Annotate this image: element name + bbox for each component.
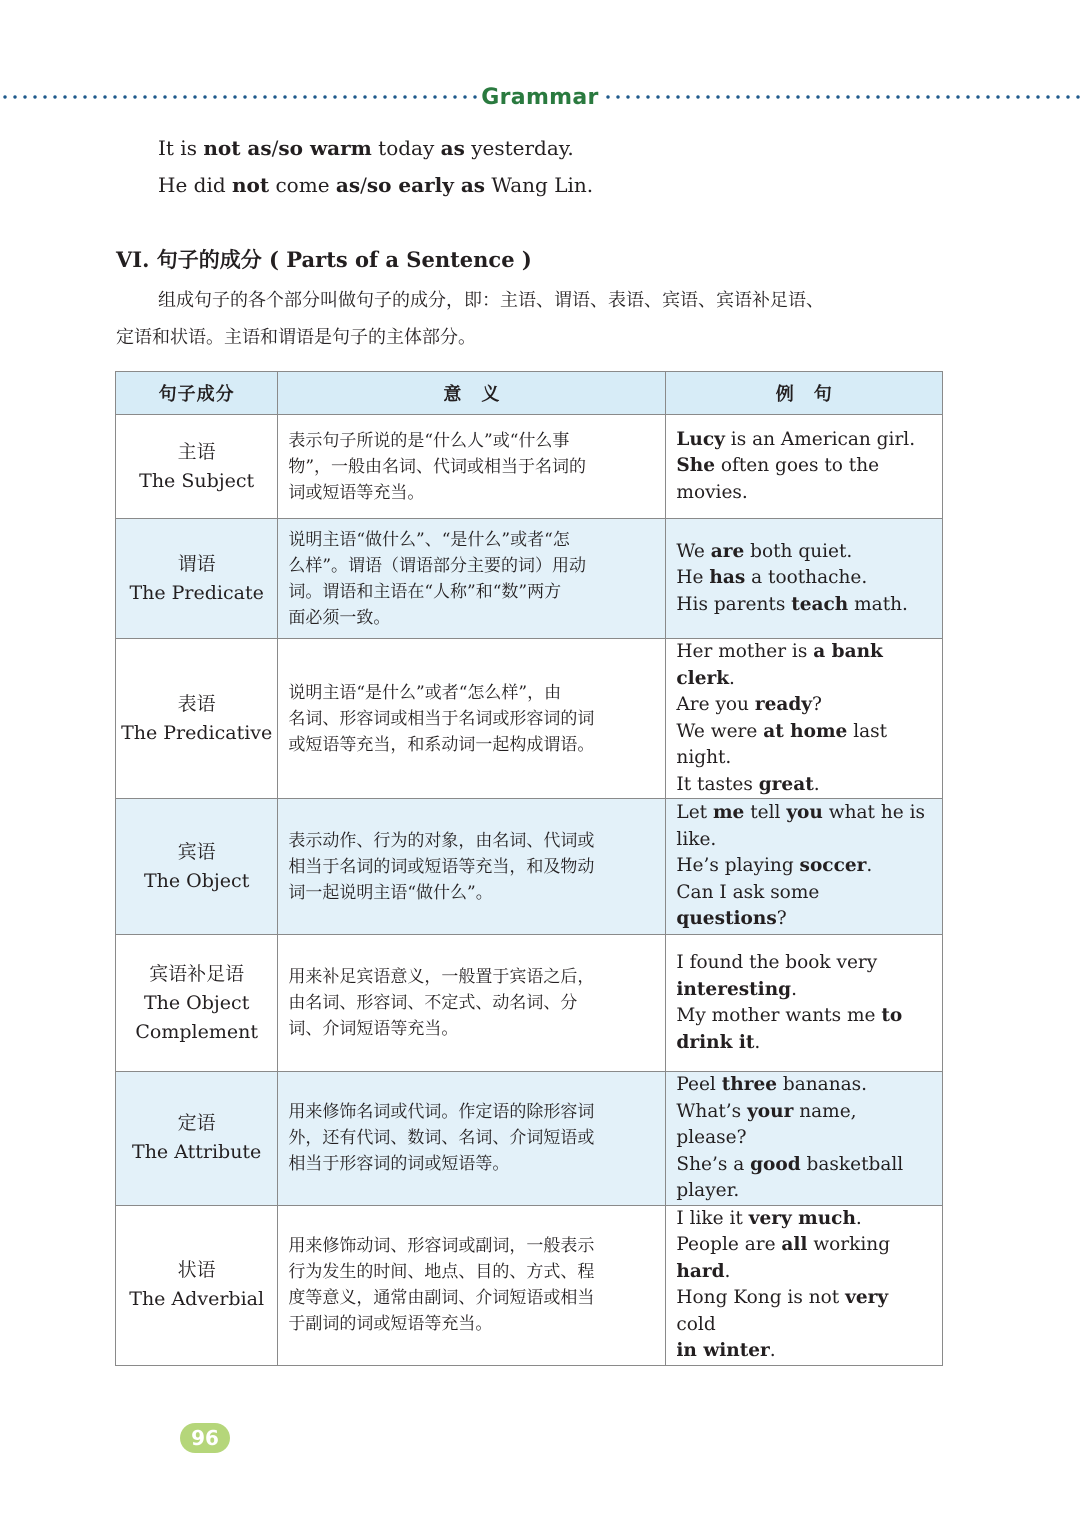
term-line: The Predicative	[121, 721, 273, 744]
bold-text-run: She	[676, 455, 715, 477]
text-run: come	[269, 173, 336, 197]
text-run: like.	[676, 828, 717, 850]
example-sentence	[676, 1338, 932, 1365]
meaning-line: 说明主语“做什么”、“是什么”或者“怎	[288, 529, 570, 550]
table-row	[116, 639, 943, 799]
example-cell	[666, 415, 943, 519]
text-run: ?	[776, 908, 787, 930]
example-line	[158, 130, 593, 167]
text-run: She’s a	[676, 1153, 751, 1175]
intro-line: 定语和状语。主语和谓语是句子的主体部分。	[116, 327, 476, 348]
meaning-line: 名词、形容词或相当于名词或形容词的词	[288, 708, 595, 729]
text-run: a toothache.	[745, 567, 868, 589]
bold-text-run: in winter	[676, 1340, 770, 1361]
term-cell	[116, 935, 278, 1072]
page-number-badge: 96	[180, 1423, 230, 1453]
section-title: VI. 句子的成分 ( Parts of a Sentence )	[116, 247, 532, 272]
text-run: as	[440, 136, 465, 160]
meaning-cell	[278, 415, 666, 519]
meaning-cell	[278, 935, 666, 1072]
example-cell	[666, 935, 943, 1072]
term-line: The Adverbial	[129, 1288, 265, 1310]
meaning-line: 用来补足宾语意义，一般置于宾语之后，	[288, 967, 595, 987]
text-run: I like it	[676, 1207, 749, 1229]
bold-text-run: are	[710, 540, 745, 562]
text-run: working	[807, 1234, 891, 1255]
meaning-line: 词。谓语和主语在“人称”和“数”两方	[288, 581, 562, 602]
text-run: .	[729, 667, 735, 689]
text-run: .	[866, 855, 873, 877]
meaning-line: 用来修饰名词或代词。作定语的除形容词	[288, 1102, 595, 1123]
text-run: We	[676, 540, 711, 562]
column-header: 句子成分	[116, 372, 278, 415]
text-run: Peel	[676, 1074, 722, 1095]
table-row	[116, 935, 943, 1072]
text-run: It is	[158, 136, 204, 160]
example-cell	[666, 1205, 943, 1365]
example-cell	[666, 1072, 943, 1206]
bold-text-run: soccer	[799, 855, 867, 877]
bold-text-run: hard	[676, 1260, 725, 1282]
example-sentence	[676, 1003, 932, 1030]
text-run: today	[371, 136, 441, 160]
text-run: Hong Kong is not	[676, 1287, 846, 1308]
text-run: bananas.	[777, 1074, 868, 1095]
text-run: What’s	[676, 1100, 748, 1122]
example-sentence	[676, 800, 932, 827]
meaning-line: 外，还有代词、数词、名词、介词短语或	[288, 1128, 595, 1149]
table-row	[116, 415, 943, 519]
meaning-cell	[278, 639, 666, 799]
term-cell	[116, 1205, 278, 1365]
term-line: 定语	[177, 1112, 216, 1135]
meaning-line: 么样”。谓语（谓语部分主要的词）用动	[288, 555, 587, 576]
text-run: so warm	[278, 136, 372, 160]
example-sentence	[676, 977, 932, 1004]
bold-text-run: Lucy	[676, 428, 725, 450]
bold-text-run: has	[709, 567, 746, 589]
table-row	[116, 1205, 943, 1365]
text-run: tell	[744, 802, 787, 824]
text-run: is an American girl.	[724, 428, 916, 450]
meaning-line: 行为发生的时间、地点、目的、方式、程	[288, 1262, 595, 1282]
meaning-line: 相当于形容词的词或短语等。	[288, 1154, 510, 1175]
example-sentence	[676, 692, 932, 719]
bold-text-run: questions	[676, 908, 777, 930]
meaning-line: 相当于名词的词或短语等充当，和及物动	[288, 856, 595, 877]
text-run: Are you	[676, 694, 755, 715]
example-sentence	[676, 1232, 932, 1285]
example-sentence	[676, 639, 932, 692]
meaning-line: 于副词的词或短语等充当。	[288, 1314, 493, 1334]
example-sentence	[676, 950, 932, 977]
term-line: The Predicate	[129, 581, 264, 604]
column-header: 意 义	[278, 372, 666, 415]
example-line	[158, 167, 593, 204]
meaning-cell	[278, 519, 666, 639]
bold-text-run: great	[758, 773, 814, 795]
table-row	[116, 1072, 943, 1206]
term-line: The Subject	[139, 469, 255, 492]
term-cell	[116, 415, 278, 519]
example-sentence	[676, 853, 932, 880]
meaning-line: 面必须一致。	[288, 607, 391, 628]
page-header	[0, 84, 1080, 110]
term-line: Complement	[135, 1020, 258, 1043]
text-run: It tastes	[676, 773, 759, 795]
meaning-cell	[278, 1205, 666, 1365]
bold-text-run: very	[845, 1287, 889, 1308]
text-run: .	[855, 1207, 862, 1229]
text-run: We were	[676, 720, 764, 742]
meaning-line: 词一起说明主语“做什么”。	[288, 882, 493, 903]
text-run: so early as	[366, 173, 486, 197]
meaning-line: 度等意义，通常由副词、介词短语或相当	[288, 1288, 595, 1308]
example-sentence	[676, 1072, 932, 1099]
bold-text-run: drink it	[676, 1031, 755, 1053]
column-header: 例 句	[666, 372, 943, 415]
table-row	[116, 799, 943, 935]
bold-text-run: all	[781, 1234, 808, 1255]
example-sentence	[676, 772, 932, 799]
bold-text-run: three	[721, 1074, 778, 1095]
term-line: The Object	[143, 991, 250, 1014]
text-run: cold	[676, 1313, 716, 1335]
text-run: not	[232, 173, 270, 197]
intro-line: 组成句子的各个部分叫做句子的成分，即：主语、谓语、表语、宾语、宾语补足语、	[158, 290, 824, 311]
bold-text-run: interesting	[676, 978, 792, 1000]
bold-text-run: teach	[791, 593, 849, 615]
bold-text-run: at home	[763, 720, 848, 742]
text-run: what he is	[822, 802, 925, 824]
meaning-line: 说明主语“是什么”或者“怎么样”，由	[288, 682, 562, 703]
text-run: last night.	[676, 720, 888, 768]
term-line: The Object	[143, 869, 250, 892]
bold-text-run: good	[750, 1153, 801, 1175]
text-run: .	[769, 1340, 776, 1361]
dotted-rule-right	[603, 95, 1080, 99]
meaning-line: 物”，一般由名词、代词或相当于名词的	[288, 456, 587, 477]
example-sentence	[676, 539, 932, 566]
example-sentence	[676, 592, 932, 619]
term-line: 主语	[177, 440, 216, 463]
table-body	[116, 415, 943, 1366]
text-run: He did	[158, 173, 232, 197]
text-run: as	[335, 173, 361, 197]
term-line: 状语	[177, 1259, 216, 1281]
example-sentence	[676, 565, 932, 592]
text-run: often goes to the movies.	[676, 455, 880, 503]
term-line: 谓语	[177, 552, 216, 575]
text-run: I found the book very	[676, 952, 878, 973]
header-title: Grammar	[481, 84, 599, 110]
example-cell	[666, 799, 943, 935]
example-sentence	[676, 827, 932, 854]
example-sentences	[158, 130, 593, 204]
bold-text-run: your	[747, 1100, 794, 1122]
text-run: /	[271, 136, 279, 160]
term-line: 宾语	[177, 840, 216, 863]
example-sentence	[676, 427, 932, 454]
text-run: Her mother is	[676, 641, 814, 662]
meaning-line: 词、介词短语等充当。	[288, 1019, 459, 1039]
section-intro	[116, 282, 956, 356]
text-run: .	[754, 1031, 761, 1053]
term-line: The Attribute	[132, 1141, 262, 1164]
text-run: Can I ask some	[676, 881, 820, 903]
text-run: yesterday.	[464, 136, 574, 160]
text-run: /	[360, 173, 367, 197]
term-cell	[116, 639, 278, 799]
example-sentence	[676, 1285, 932, 1338]
text-run: My mother wants me	[676, 1005, 882, 1026]
text-run: He’s playing	[676, 855, 800, 877]
text-run: .	[791, 978, 797, 1000]
meaning-line: 用来修饰动词、形容词或副词，一般表示	[288, 1236, 595, 1256]
bold-text-run: you	[786, 802, 823, 824]
table-row	[116, 519, 943, 639]
example-sentence	[676, 719, 932, 772]
example-cell	[666, 639, 943, 799]
sentence-parts-table	[115, 371, 943, 1366]
bold-text-run: me	[712, 802, 745, 824]
bold-text-run: a bank clerk	[676, 641, 883, 689]
meaning-line: 或短语等充当，和系动词一起构成谓语。	[288, 734, 595, 755]
term-cell	[116, 1072, 278, 1206]
table-header-row	[116, 372, 943, 415]
example-sentence	[676, 1152, 932, 1205]
bold-text-run: ready	[754, 694, 813, 715]
example-sentence	[676, 1206, 932, 1233]
text-run: .	[813, 773, 820, 795]
text-run: name, please?	[676, 1100, 857, 1148]
text-run: math.	[848, 593, 908, 615]
text-run: not as	[203, 136, 272, 160]
text-run: He	[676, 567, 710, 589]
text-run: both quiet.	[744, 540, 853, 562]
example-sentence	[676, 1030, 932, 1057]
example-sentence	[676, 453, 932, 506]
example-sentence	[676, 880, 932, 933]
text-run: Let	[676, 802, 713, 824]
term-cell	[116, 519, 278, 639]
text-run: ?	[812, 694, 822, 715]
example-sentence	[676, 1099, 932, 1152]
text-run: basketball player.	[676, 1153, 904, 1201]
text-run: People are	[676, 1234, 782, 1255]
example-cell	[666, 519, 943, 639]
term-line: 表语	[177, 692, 216, 715]
term-cell	[116, 799, 278, 935]
meaning-line: 词或短语等充当。	[288, 482, 425, 503]
meaning-line: 表示动作、行为的对象，由名词、代词或	[288, 830, 595, 851]
meaning-line: 表示句子所说的是“什么人”或“什么事	[288, 430, 570, 451]
bold-text-run: to	[881, 1005, 903, 1026]
meaning-line: 由名词、形容词、不定式、动名词、分	[288, 993, 578, 1013]
dotted-rule-left	[0, 95, 477, 99]
bold-text-run: very much	[748, 1207, 856, 1229]
meaning-cell	[278, 1072, 666, 1206]
meaning-cell	[278, 799, 666, 935]
text-run: Wang Lin.	[485, 173, 594, 197]
term-line: 宾语补足语	[149, 962, 245, 985]
text-run: His parents	[676, 593, 792, 615]
text-run: .	[724, 1260, 731, 1282]
